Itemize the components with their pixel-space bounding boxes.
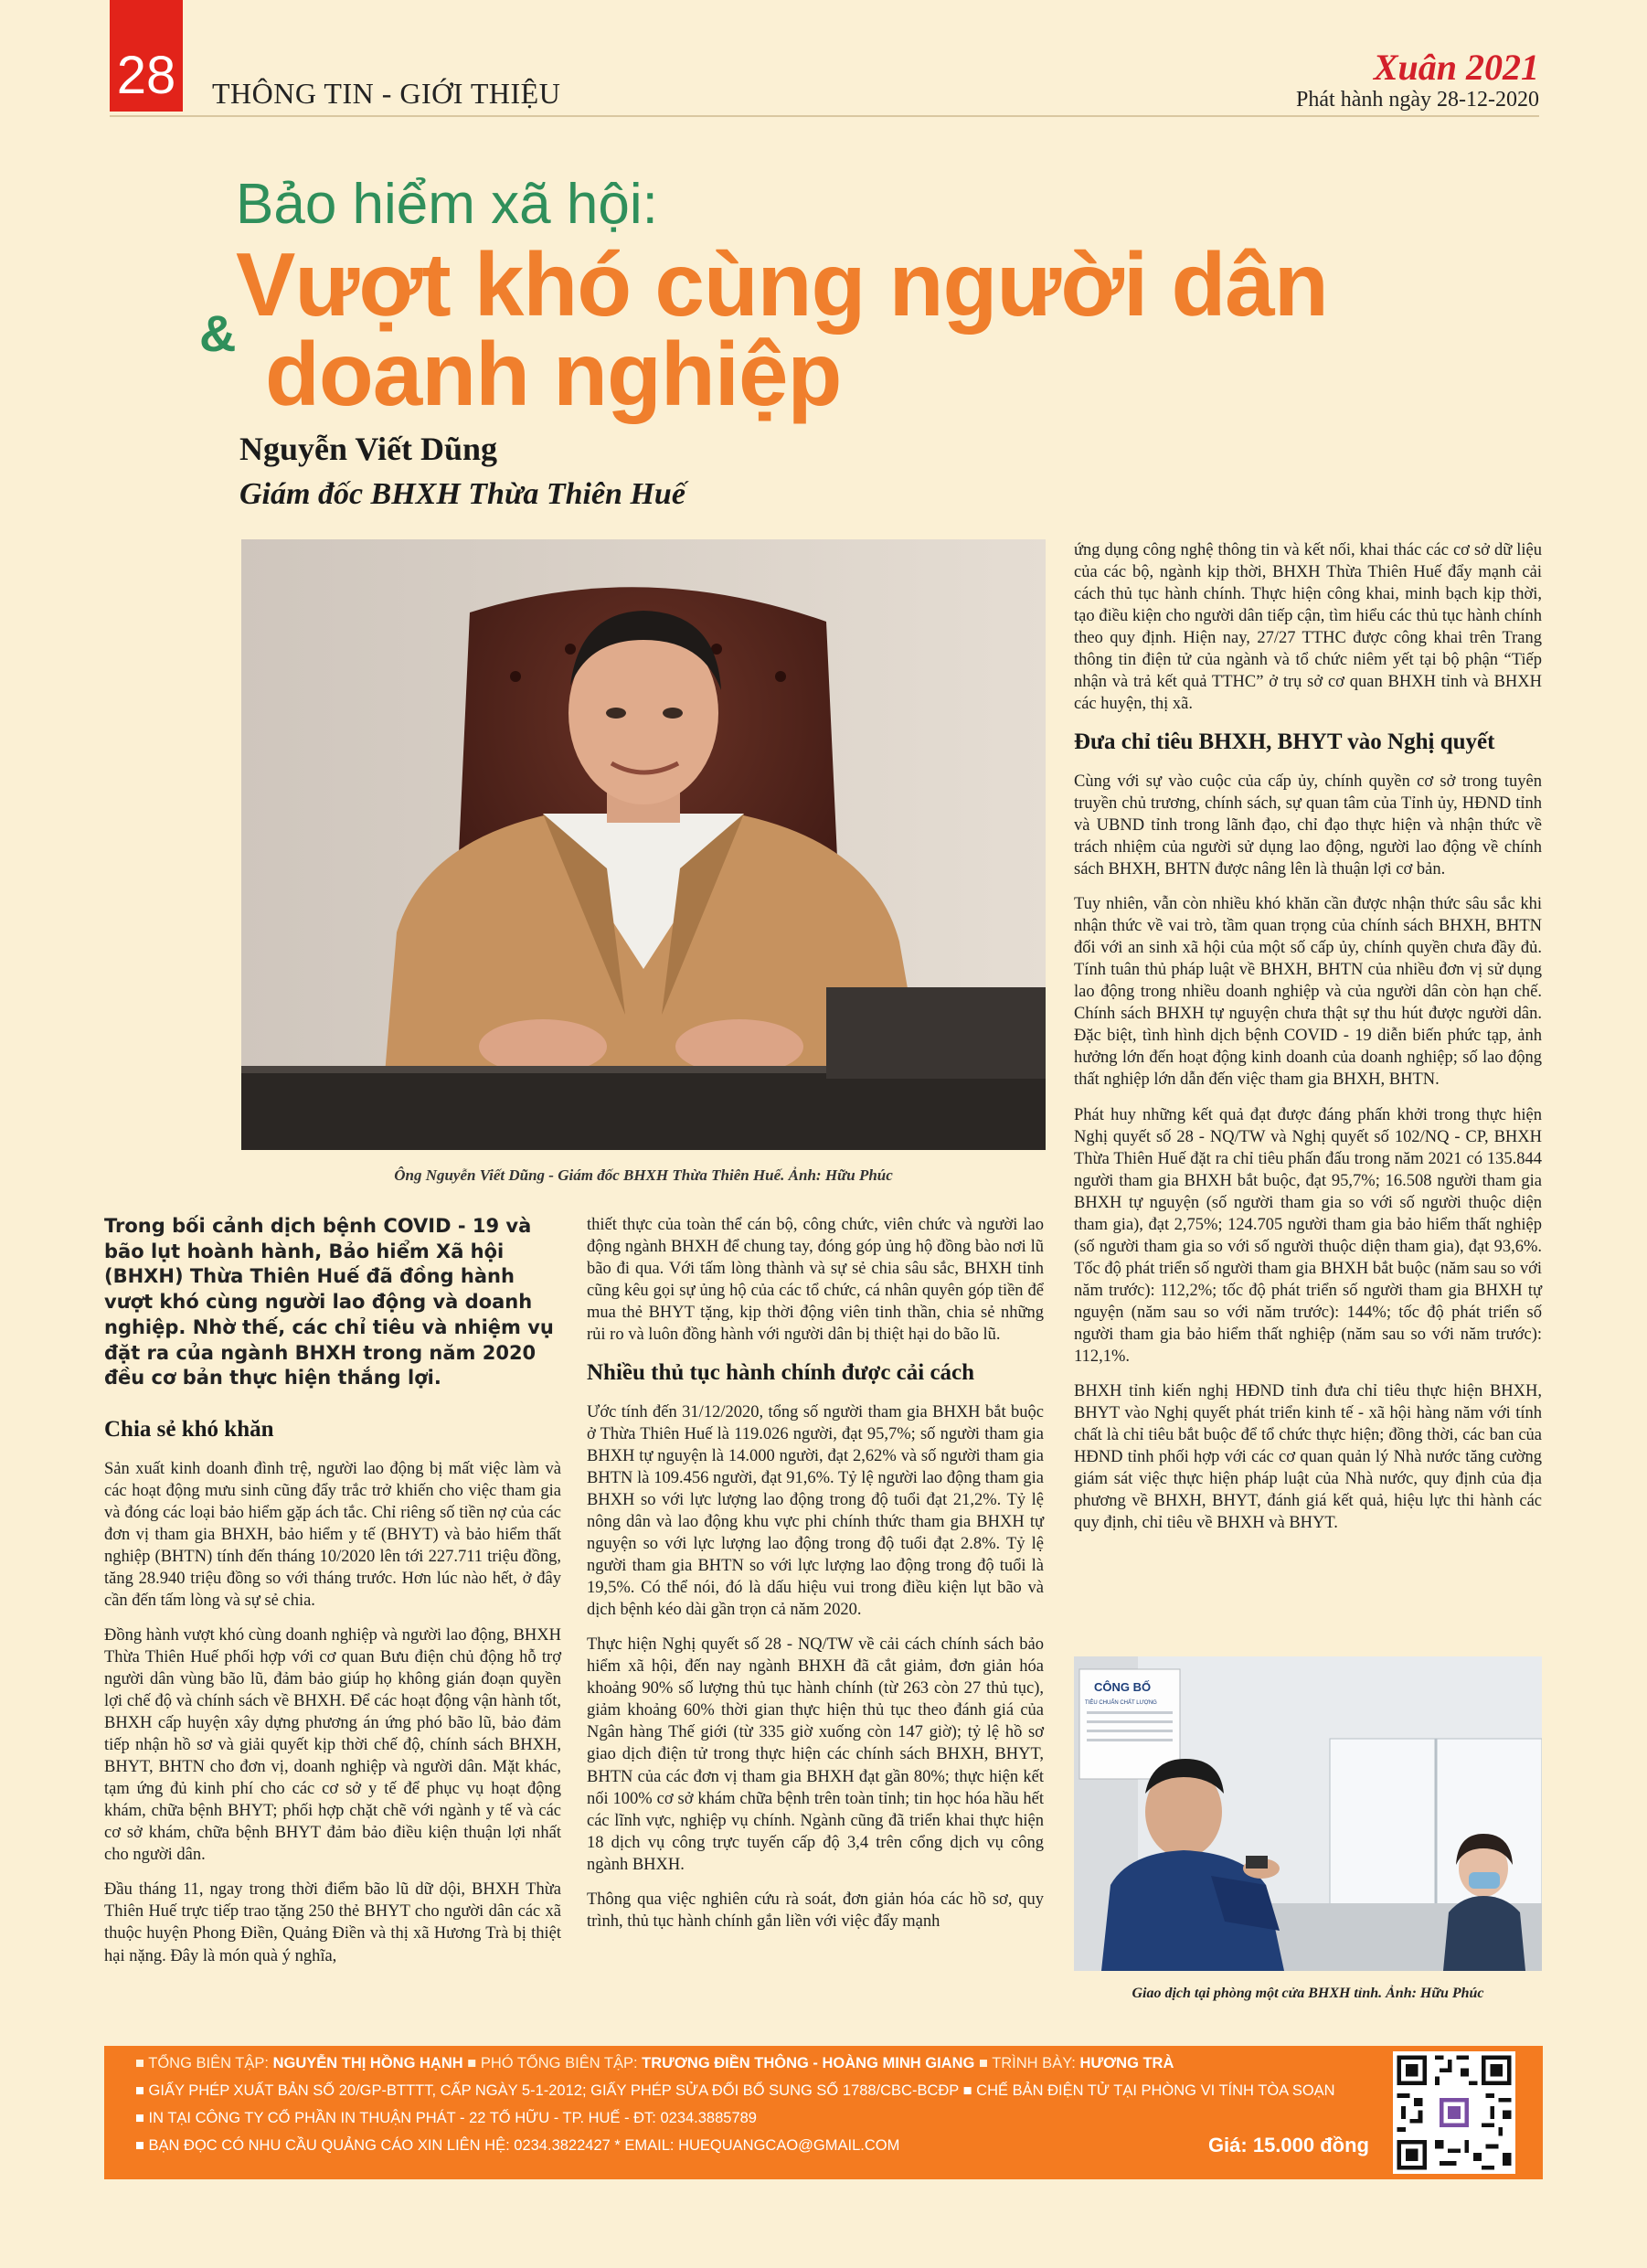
price-label: Giá: 15.000 đồng <box>1207 2134 1369 2156</box>
issue-name: Xuân 2021 <box>1373 47 1539 88</box>
article-column-3 <box>1074 539 1542 1547</box>
deputy-editor-label: ■ PHÓ TỔNG BIÊN TẬP: <box>467 2055 638 2071</box>
release-date: Phát hành ngày 28-12-2020 <box>1296 88 1539 112</box>
page-number: 28 <box>110 0 183 112</box>
paragraph: Sản xuất kinh doanh đình trệ, người lao động bị mất việc làm và các hoạt động mưu sinh cũng đẩy trắc trở khiến cho việc tham gia và đóng các loại bảo hiểm gặp ách tắc. Chỉ riêng số tiền nợ của các đơn vị tham gia BHXH, bảo hiểm y tế (BHYT) và bảo hiểm thất nghiệp (BHTN) tính đến tháng 10/2020 lên tới 227.711 triệu đồng, tăng 28.940 triệu đồng so với tháng trước. Hơn lúc nào hết, ở đây cần đến tấm lòng và sự sẻ chia. <box>104 1459 561 1610</box>
layout-name: HƯƠNG TRÀ <box>1079 2055 1174 2071</box>
paragraph: Cùng với sự vào cuộc của cấp ủy, chính quyền cơ sở trong tuyên truyền chủ trương, chính sách, sự quan tâm của Tỉnh ủy, HĐND tỉnh và UBND tỉnh trong lãnh đạo, chỉ đạo thực hiện và nhận thức về trách nhiệm của người sử dụng lao động, người lao động về chính sách BHXH, BHTN được nâng lên là thuận lợi cơ bản. <box>1074 772 1542 879</box>
service-photo-caption: Giao dịch tại phòng một cửa BHXH tỉnh. Ảnh: Hữu Phúc <box>1132 1986 1484 2001</box>
title-ampersand: & <box>199 304 237 362</box>
header-divider <box>110 115 1539 117</box>
paragraph: Thông qua việc nghiên cứu rà soát, đơn giản hóa các hồ sơ, quy trình, thủ tục hành chính gắn liền với việc đẩy mạnh <box>587 1890 1044 1931</box>
paragraph: Đầu tháng 11, ngay trong thời điểm bão lũ dữ dội, BHXH Thừa Thiên Huế trực tiếp trao tặng 250 thẻ BHYT cho người dân các xã thuộc huyện Phong Điền, Quảng Điền và thị xã Hương Trà bị thiệt hại nặng. Đây là món quà ý nghĩa, <box>104 1880 561 1965</box>
paragraph: Phát huy những kết quả đạt được đáng phấn khởi trong thực hiện Nghị quyết số 28 - NQ/TW và Nghị quyết số 102/NQ - CP, BHXH Thừa Thiên Huế đặt ra chỉ tiêu phấn đấu trong năm 2021 có 135.844 người tham gia BHXH bắt buộc, đạt 95,7%; 16.508 người tham gia BHXH tự nguyện (số người tham gia so với số người thuộc diện tham gia), đạt 2,75%; 124.705 người tham gia bảo hiểm thất nghiệp (số người tham gia so với số người thuộc diện tham gia), đạt 93,6%. Tốc độ phát triển số người tham gia BHXH bắt buộc (năm sau so với năm trước): 112,2%; tốc độ phát triển số người tham gia BHXH tự nguyện (năm sau so với năm trước): 144%; tốc độ phát triển số người tham gia bảo hiểm thất nghiệp (năm sau so với năm trước): 112,1%. <box>1074 1105 1542 1367</box>
article-column-1 <box>104 1214 561 1980</box>
article-title-line1: Vượt khó cùng người dân <box>236 234 1328 335</box>
paragraph: BHXH tỉnh kiến nghị HĐND tỉnh đưa chỉ tiêu thực hiện BHXH, BHYT vào Nghị quyết phát triển kinh tế - xã hội hàng năm với tính chất là chỉ tiêu bắt buộc để tổ chức thực hiện; đồng thời, các ban của HĐND tỉnh phối hợp với các cơ quan quản lý Nhà nước tăng cường giám sát việc thực hiện pháp luật của Nhà nước, quy định của địa phương về BHXH, BHYT, đánh giá kết quả, hiệu lực thi hành các quy định, chỉ tiêu về BHXH và BHYT. <box>1074 1382 1542 1533</box>
article-title-line2: doanh nghiệp <box>265 324 842 424</box>
author-title: Giám đốc BHXH Thừa Thiên Huế <box>239 477 685 511</box>
deputy-editor-names: TRƯƠNG ĐIỀN THÔNG - HOÀNG MINH GIANG <box>642 2055 975 2071</box>
service-counter-photo <box>1074 1656 1542 1971</box>
subheading-share-difficulties: Chia sẻ khó khăn <box>104 1417 274 1443</box>
footer-editorial-line <box>135 2055 1174 2072</box>
footer-advertising-line: ■ BẠN ĐỌC CÓ NHU CẦU QUẢNG CÁO XIN LIÊN HỆ: 0234.3822427 * EMAIL: HUEQUANGCAO@GMAIL.COM <box>135 2137 900 2154</box>
editor-in-chief-name: NGUYỄN THỊ HỒNG HẠNH <box>272 2055 463 2071</box>
article-lead: Trong bối cảnh dịch bệnh COVID - 19 và bão lụt hoành hành, Bảo hiểm Xã hội (BHXH) Thừa Thiên Huế đã đồng hành vượt khó cùng người lao động và doanh nghiệp. Nhờ thế, các chỉ tiêu và nhiệm vụ đặt ra của ngành BHXH trong năm 2020 đều cơ bản thực hiện thắng lợi. <box>104 1215 554 1390</box>
subheading-resolution-targets: Đưa chỉ tiêu BHXH, BHYT vào Nghị quyết <box>1074 729 1495 755</box>
paragraph: Đồng hành vượt khó cùng doanh nghiệp và người lao động, BHXH Thừa Thiên Huế phối hợp với cơ quan Bưu điện chủ động hỗ trợ người dân vùng bão lũ, đảm bảo giúp họ không gián đoạn quyền lợi chế độ và chính sách về BHXH. Để các hoạt động vận hành tốt, BHXH cấp huyện xây dựng phương án ứng phó bão lũ, bảo đảm tiếp nhận hồ sơ và giải quyết kịp thời chế độ, chính sách BHXH, BHYT, BHTN cho đơn vị, doanh nghiệp và người dân. Mặt khác, tạm ứng đủ kinh phí cho các cơ sở y tế để phục vụ hoạt động khám, chữa bệnh BHYT; phối hợp chặt chẽ với ngành y tế và các cơ sở khám, chữa bệnh BHYT đảm bảo điều kiện thuận lợi nhất cho người dân. <box>104 1625 561 1865</box>
editor-in-chief-label: ■ TỔNG BIÊN TẬP: <box>135 2055 269 2071</box>
paragraph: thiết thực của toàn thể cán bộ, công chức, viên chức và người lao động ngành BHXH để chung tay, đóng góp ủng hộ đồng bào nơi lũ bão đi qua. Với tấm lòng thành và sự sẻ chia sâu sắc, BHXH tỉnh cũng kêu gọi sự ủng hộ của các tổ chức, cá nhân quyên góp tiền để mua thẻ BHYT tặng, kịp thời động viên tinh thần, chia sẻ những rủi ro và luôn đồng hành với người dân bị thiệt hại do bão lũ. <box>587 1216 1044 1345</box>
layout-label: ■ TRÌNH BÀY: <box>978 2055 1076 2071</box>
portrait-photo <box>241 539 1046 1150</box>
paragraph: Tuy nhiên, vẫn còn nhiều khó khăn cần được nhận thức sâu sắc khi nhận thức về vai trò, tầm quan trọng của chính sách BHXH, BHTN đối với an sinh xã hội của một số cấp ủy, chính quyền chưa đầy đủ. Tính tuân thủ pháp luật về BHXH, BHTN của nhiều đơn vị sử dụng lao động trong nhiều doanh nghiệp và của người dân còn hạn chế. Chính sách BHXH tự nguyện chưa thật sự thu hút được người dân. Đặc biệt, tình hình dịch bệnh COVID - 19 diễn biến phức tạp, ảnh hưởng lớn đến hoạt động kinh doanh của doanh nghiệp; số lao động thất nghiệp lớn dẫn đến việc tham gia BHXH, BHTN. <box>1074 895 1542 1090</box>
author-name: Nguyễn Viết Dũng <box>239 431 498 467</box>
footer-printer-line: ■ IN TẠI CÔNG TY CỔ PHẦN IN THUẬN PHÁT - 22 TỐ HỮU - TP. HUẾ - ĐT: 0234.3885789 <box>135 2110 757 2126</box>
article-column-2 <box>587 1214 1044 1945</box>
qr-code-icon <box>1393 2051 1515 2174</box>
paragraph: ứng dụng công nghệ thông tin và kết nối, khai thác các cơ sở dữ liệu của các bộ, ngành kịp thời, BHXH Thừa Thiên Huế đẩy mạnh cải cách thủ tục hành chính. Thực hiện công khai, minh bạch kịp thời, tạo điều kiện cho người dân tiếp cận, tìm hiểu các thủ tục hành chính theo quy định. Hiện nay, 27/27 TTHC được công khai trên Trang thông tin điện tử của ngành và tổ chức niêm yết tại bộ phận “Tiếp nhận và trả kết quả TTHC” ở trụ sở cơ quan BHXH tỉnh và BHXH các huyện, thị xã. <box>1074 541 1542 714</box>
sign-title: CÔNG BỐ <box>1094 1680 1152 1694</box>
section-name: THÔNG TIN - GIỚI THIỆU <box>212 77 561 110</box>
paragraph: Thực hiện Nghị quyết số 28 - NQ/TW về cải cách chính sách bảo hiểm xã hội, đến nay ngành BHXH đã cắt giảm, đơn giản hóa khoảng 90% số lượng thủ tục hành chính (từ 263 còn 27 thủ tục), giảm khoảng 60% thời gian thực hiện thủ tục theo đánh giá của Ngân hàng Thế giới (từ 335 giờ xuống còn 147 giờ); tỷ lệ hồ sơ giao dịch điện tử trong thực hiện các chính sách BHXH, BHYT, BHTN của các đơn vị tham gia BHXH đạt gần 80%; thực hiện kết nối 100% cơ sở khám chữa bệnh trên toàn tỉnh; tin học hóa hầu hết các lĩnh vực, nghiệp vụ chính. Ngành cũng đã triển khai thực hiện 18 dịch vụ công trực tuyến cấp độ 3,4 trên cổng dịch vụ công ngành BHXH. <box>587 1635 1044 1874</box>
sign-subtitle: TIÊU CHUẨN CHẤT LƯỢNG <box>1085 1700 1157 1706</box>
paragraph: Ước tính đến 31/12/2020, tổng số người tham gia BHXH bắt buộc ở Thừa Thiên Huế là 119.026 người, đạt 95,7%; số người tham gia BHXH tự nguyện là 14.000 người, đạt 2,62% và số người tham gia BHTN là 109.456 người, đạt 91,6%. Tỷ lệ người lao động tham gia BHXH so với lực lượng lao động trong độ tuổi đạt 21,2%. Tỷ lệ nông dân và lao động khu vực phi chính thức tham gia BHXH tự nguyện so với lực lượng lao động trong độ tuổi đạt 2.8%. Tỷ lệ người tham gia BHTN so với lực lượng lao động trong độ tuổi là 19,5%. Có thể nói, đó là dấu hiệu vui trong điều kiện lụt bão và dịch bệnh kéo dài gần trọn cả năm 2020. <box>587 1402 1044 1620</box>
footer-license-line: ■ GIẤY PHÉP XUẤT BẢN SỐ 20/GP-BTTTT, CẤP NGÀY 5-1-2012; GIẤY PHÉP SỬA ĐỔI BỔ SUNG SỐ 1788/CBC-BCĐP ■ CHẾ BẢN ĐIỆN TỬ TẠI PHÒNG VI TÍNH TÒA SOẠN <box>135 2082 1335 2099</box>
main-photo-caption: Ông Nguyễn Viết Dũng - Giám đốc BHXH Thừa Thiên Huế. Ảnh: Hữu Phúc <box>394 1166 893 1184</box>
article-kicker: Bảo hiểm xã hội: <box>236 173 658 236</box>
masthead-footer <box>104 2046 1543 2179</box>
subheading-administrative-reform: Nhiều thủ tục hành chính được cải cách <box>587 1360 975 1386</box>
